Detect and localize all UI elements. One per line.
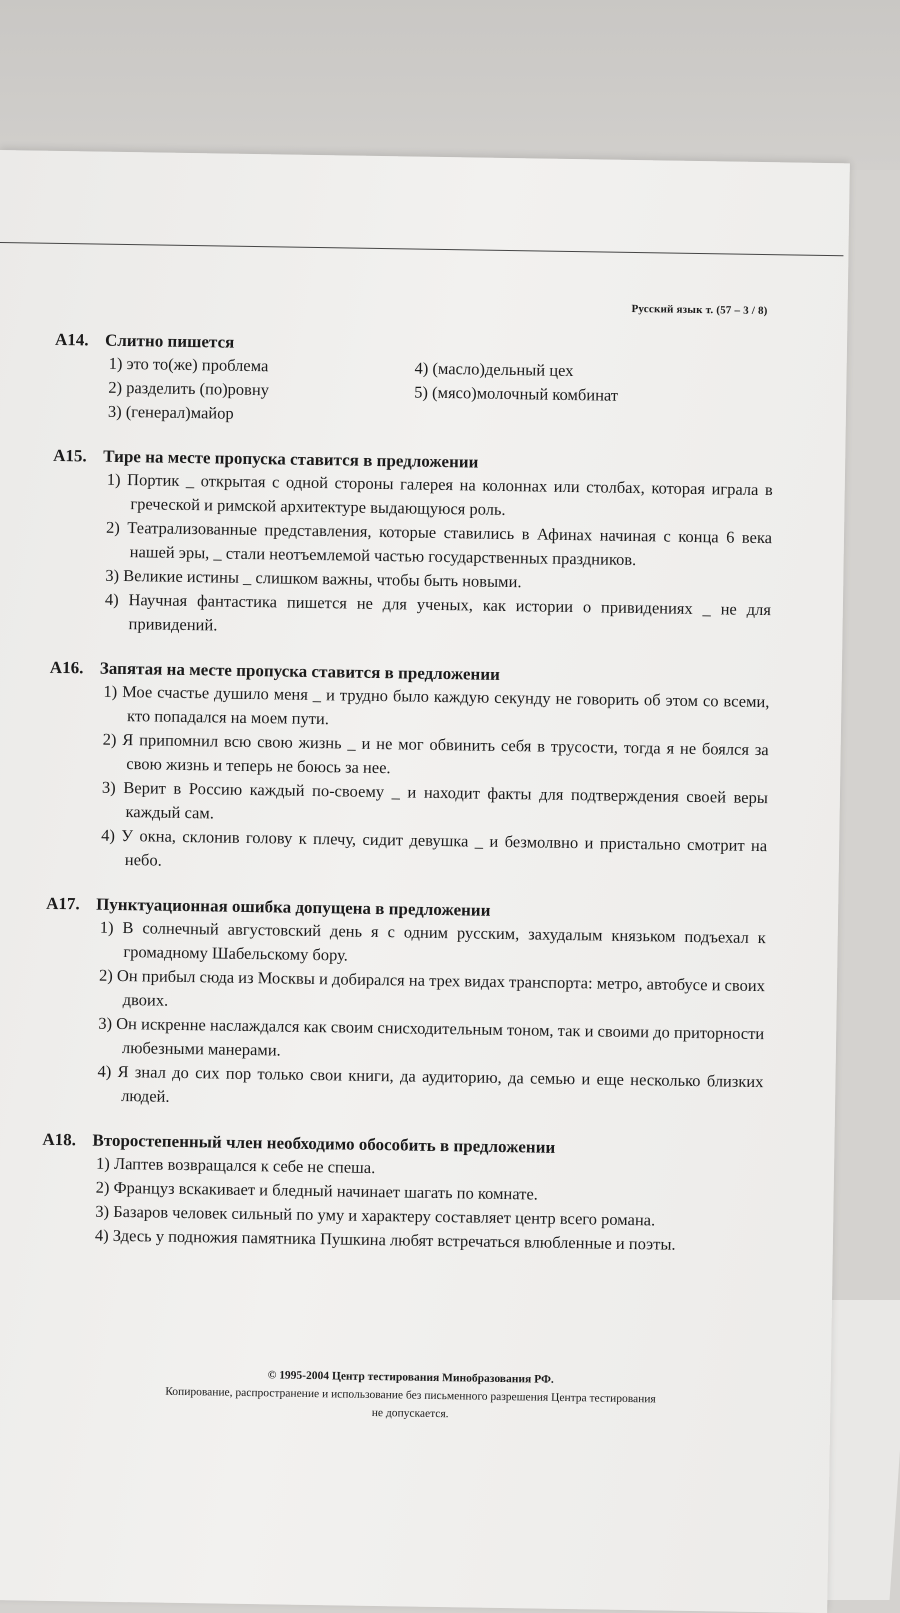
option: 3) Он искренне наслаждался как своим снисходительным тоном, так и своими до приторности любезными манерами. (98, 1013, 765, 1060)
task-a18 (41, 1129, 763, 1258)
option: 3) (генерал)майор (107, 401, 234, 423)
task-number: А15. (53, 445, 87, 466)
copyright-line: © 1995-2004 Центр тестирования Минобразования РФ. (267, 1369, 554, 1386)
option: 2) Я припомнил всю свою жизнь _ и не мог обвинить себя в трусости, тогда я не боялся за свою жизнь и теперь не боюсь за нее. (102, 729, 769, 778)
option: 1) Портик _ открытая с одной стороны галерея на колоннах или столбах, которая играла в греческой и римской архитектуре выдающуюся роль. (106, 469, 773, 519)
option: 1) Мое счастье душило меня _ и трудно было каждую секунду не говорить об этом со всеми, кто попадался на моем пути. (103, 681, 770, 729)
task-number: А14. (54, 329, 89, 350)
task-number: А17. (46, 893, 80, 914)
task-title: Слитно пишется (104, 330, 235, 352)
header-rule (0, 242, 843, 256)
task-number: А18. (42, 1129, 77, 1150)
task-title: Тире на месте пропуска ставится в предложении (103, 446, 479, 472)
tasks-content (40, 329, 775, 1280)
option: 4) Здесь у подножия памятника Пушкина любят встречаться влюбленные и поэты. (94, 1225, 676, 1254)
paper-sheet (0, 150, 850, 1613)
option: 1) Лаптев возвращался к себе не спеша. (95, 1153, 376, 1178)
option: 3) Базаров человек сильный по уму и характеру составляет центр всего романа. (95, 1201, 656, 1230)
task-title: Запятая на месте пропуска ставится в предложении (99, 658, 501, 684)
option: 4) Научная фантастика пишется не для ученых, как истории о привидениях _ не для привидений. (104, 589, 772, 635)
background-top (0, 0, 900, 170)
option: 2) Француз вскакивает и бледный начинает шагать по комнате. (95, 1177, 539, 1204)
option: 2) разделить (по)ровну (108, 377, 270, 400)
options-right (414, 357, 775, 435)
option: 3) Верит в Россию каждый по-своему _ и находит факты для подтверждения своей веры каждый сам. (101, 777, 769, 823)
task-a15 (50, 445, 773, 646)
option: 2) Театрализованные представления, которые ставились в Афинах начиная с конца 6 века нашей эры, _ стали неотъемлемой частью государственных праздников. (105, 517, 773, 570)
options-left (54, 351, 415, 429)
task-a16 (47, 657, 770, 882)
option: 4) (масло)дельный цех (414, 358, 574, 381)
option: 1) В солнечный августовский день я с одним русским, захудалым князьком подъехал к громадному Шабельскому бору. (99, 917, 766, 965)
task-number: А16. (49, 657, 84, 678)
task-a17 (43, 893, 766, 1118)
options-columns (54, 351, 775, 434)
option: 1) это то(же) проблема (108, 353, 269, 376)
task-title: Второстепенный член необходимо обособить в предложении (92, 1130, 556, 1157)
option: 3) Великие истины _ слишком важны, чтобы быть новыми. (105, 565, 522, 592)
task-a14 (54, 329, 775, 434)
task-title: Пунктуационная ошибка допущена в предложении (96, 894, 491, 920)
option: 4) Я знал до сих пор только свои книги, да аудиторию, да семью и еще несколько близких людей. (97, 1061, 764, 1106)
copy-notice-line-2: не допускается. (371, 1406, 449, 1421)
option: 5) (мясо)молочный комбинат (414, 382, 619, 405)
copy-notice-line: Копирование, распространение и использование без письменного разрешения Центра тестирования (165, 1385, 656, 1406)
copyright-footer (90, 1364, 731, 1428)
option: 4) У окна, склонив голову к плечу, сидит девушка _ и безмолвно и пристально смотрит на небо. (101, 825, 768, 870)
option: 2) Он прибыл сюда из Москвы и добирался на трех видах транспорта: метро, автобусе и своих двоих. (98, 965, 766, 1010)
page-header: Русский язык т. (57 – 3 / 8) (631, 302, 768, 318)
